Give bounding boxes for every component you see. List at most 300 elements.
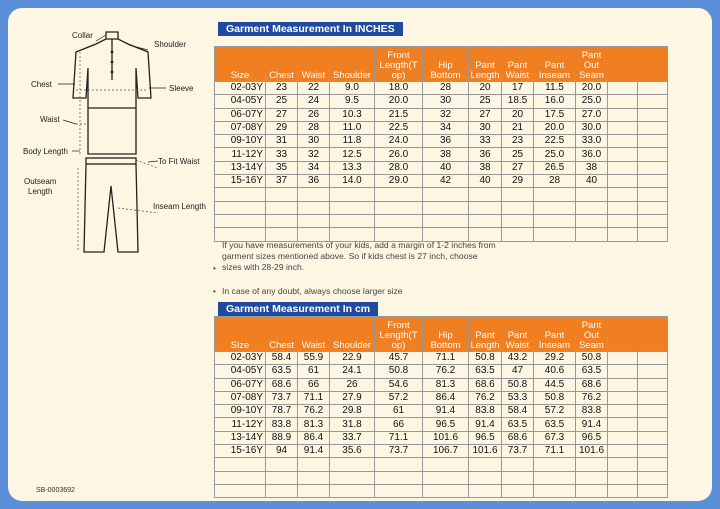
table-cell-empty <box>576 484 608 497</box>
table-cell-empty <box>638 445 668 458</box>
label-chest: Chest <box>31 80 52 89</box>
table-cell: 33.0 <box>576 135 608 148</box>
table-cell: 32 <box>298 148 330 161</box>
table-cell: 61 <box>375 405 423 418</box>
header-cell: Pant Inseam <box>534 317 576 352</box>
table-cell: 71.1 <box>375 431 423 444</box>
table-cell: 22 <box>298 82 330 95</box>
table-cell: 22.5 <box>375 121 423 134</box>
header-row <box>215 317 668 352</box>
table-cell: 24.1 <box>330 365 375 378</box>
table-cell: 50.8 <box>469 352 502 365</box>
table-cell-empty <box>608 365 638 378</box>
table-cell: 58.4 <box>502 405 534 418</box>
table-cell: 36 <box>298 175 330 188</box>
table-row <box>215 405 668 418</box>
table-cell-empty <box>608 431 638 444</box>
table-cell: 96.5 <box>576 431 608 444</box>
header-cell-empty <box>638 47 668 82</box>
table-cell: 42 <box>423 175 469 188</box>
table-cell: 25 <box>502 148 534 161</box>
header-cell: Hip Bottom <box>423 317 469 352</box>
table-row <box>215 445 668 458</box>
table-cell: 76.2 <box>298 405 330 418</box>
table-cell-empty <box>330 214 375 227</box>
table-cell: 13-14Y <box>215 161 266 174</box>
table-cell: 40.6 <box>534 365 576 378</box>
table-cell: 33 <box>469 135 502 148</box>
table-cell: 50.8 <box>375 365 423 378</box>
table-cell-empty <box>608 188 638 201</box>
table-cell: 30 <box>423 95 469 108</box>
header-cell: Waist <box>298 47 330 82</box>
garment-diagram <box>8 8 223 278</box>
table-cell-empty <box>638 148 668 161</box>
table-cell: 38 <box>469 161 502 174</box>
table-cell-empty <box>215 484 266 497</box>
header-cell: Front Length(T op) <box>375 317 423 352</box>
table-cell: 88.9 <box>266 431 298 444</box>
table-cell-empty <box>638 352 668 365</box>
header-cell: Pant Length <box>469 47 502 82</box>
table-cell-empty <box>608 108 638 121</box>
table-cell: 04-05Y <box>215 95 266 108</box>
header-cell: Front Length(T op) <box>375 47 423 82</box>
header-cell: Pant Inseam <box>534 47 576 82</box>
table-cell-empty <box>534 228 576 241</box>
table-cell-empty <box>298 484 330 497</box>
table-cell-empty <box>375 201 423 214</box>
table-cell: 53.3 <box>502 391 534 404</box>
table-cell-empty <box>534 214 576 227</box>
table-cell: 21.5 <box>375 108 423 121</box>
header-cell-empty <box>638 317 668 352</box>
table-cell: 11.5 <box>534 82 576 95</box>
table-cell: 9.5 <box>330 95 375 108</box>
label-length: Length <box>28 187 53 196</box>
table-cell: 16.0 <box>534 95 576 108</box>
table-cell-empty <box>608 121 638 134</box>
table-cell: 11-12Y <box>215 148 266 161</box>
table-cell-empty <box>469 214 502 227</box>
table-cell-empty <box>608 228 638 241</box>
table-cell: 73.7 <box>502 445 534 458</box>
table-cell: 11-12Y <box>215 418 266 431</box>
table-cell-empty <box>330 484 375 497</box>
label-waist: Waist <box>40 115 60 124</box>
header-cell: Pant Out Seam <box>576 317 608 352</box>
table-cell-empty <box>608 214 638 227</box>
table-cell: 25.0 <box>534 148 576 161</box>
table-cell-empty <box>576 188 608 201</box>
table-cell: 20.0 <box>375 95 423 108</box>
table-row <box>215 175 668 188</box>
table-cell: 22.5 <box>534 135 576 148</box>
label-outseam: Outseam <box>24 177 57 186</box>
table-row <box>215 352 668 365</box>
table-cell: 18.5 <box>502 95 534 108</box>
table-cell: 28.0 <box>375 161 423 174</box>
table-cell: 45.7 <box>375 352 423 365</box>
table-cell: 78.7 <box>266 405 298 418</box>
table-cell-empty <box>298 458 330 471</box>
table-row <box>215 121 668 134</box>
label-inseam-length: Inseam Length <box>153 202 206 211</box>
table-cell-empty <box>608 352 638 365</box>
table-cell-empty <box>608 405 638 418</box>
doubt-note-bullet: • <box>213 287 216 296</box>
table-cell-empty <box>215 458 266 471</box>
header-cell-empty <box>608 317 638 352</box>
table-cell: 29.0 <box>375 175 423 188</box>
header-cell: Pant Waist <box>502 317 534 352</box>
table-cell: 29.8 <box>330 405 375 418</box>
table-cell: 83.8 <box>576 405 608 418</box>
table-cell-empty <box>423 188 469 201</box>
table-cell: 23 <box>502 135 534 148</box>
table-cell: 26.0 <box>375 148 423 161</box>
table-cell: 101.6 <box>423 431 469 444</box>
table-cell-empty <box>375 484 423 497</box>
header-cell: Pant Length <box>469 317 502 352</box>
table-cell: 06-07Y <box>215 378 266 391</box>
table-cell: 36 <box>469 148 502 161</box>
table-cell-empty <box>638 378 668 391</box>
table-cell: 68.6 <box>469 378 502 391</box>
table-cell-empty <box>638 121 668 134</box>
table-cell: 22.9 <box>330 352 375 365</box>
table-cell-empty <box>266 484 298 497</box>
table-cell: 63.5 <box>502 418 534 431</box>
label-sleeve: Sleeve <box>169 84 194 93</box>
table-cell: 07-08Y <box>215 391 266 404</box>
table-cell: 29.2 <box>534 352 576 365</box>
table-cell: 37 <box>266 175 298 188</box>
table-cell: 71.1 <box>534 445 576 458</box>
table-cell: 25 <box>266 95 298 108</box>
empty-row <box>215 201 668 214</box>
table-cell: 20.0 <box>534 121 576 134</box>
table-row <box>215 391 668 404</box>
margin-note: If you have measurements of your kids, add a margin of 1-2 inches from garment sizes mentioned above. So if kids chest is 27 inch, choose sizes with 28-29 inch. <box>222 240 496 272</box>
table-cell-empty <box>608 135 638 148</box>
header-cell: Chest <box>266 317 298 352</box>
table-cell: 68.6 <box>502 431 534 444</box>
table-cell-empty <box>608 458 638 471</box>
table-cell-empty <box>638 228 668 241</box>
table-cell-empty <box>576 471 608 484</box>
table-cell-empty <box>638 135 668 148</box>
table-cell: 34 <box>298 161 330 174</box>
table-cell-empty <box>298 201 330 214</box>
table-cell: 38 <box>576 161 608 174</box>
table-cell: 25 <box>469 95 502 108</box>
table-cell-empty <box>298 188 330 201</box>
inches-table-title: Garment Measurement In INCHES <box>218 22 403 36</box>
table-cell: 29 <box>266 121 298 134</box>
table-cell: 71.1 <box>423 352 469 365</box>
table-cell: 18.0 <box>375 82 423 95</box>
table-cell: 66 <box>375 418 423 431</box>
table-cell: 07-08Y <box>215 121 266 134</box>
table-cell-empty <box>266 458 298 471</box>
table-cell-empty <box>502 188 534 201</box>
table-cell: 76.2 <box>469 391 502 404</box>
table-cell-empty <box>608 484 638 497</box>
label-collar: Collar <box>72 31 93 40</box>
header-cell: Hip Bottom <box>423 47 469 82</box>
table-cell: 33.7 <box>330 431 375 444</box>
table-cell: 91.4 <box>576 418 608 431</box>
table-cell: 54.6 <box>375 378 423 391</box>
table-cell: 09-10Y <box>215 405 266 418</box>
table-cell-empty <box>215 214 266 227</box>
table-cell: 11.8 <box>330 135 375 148</box>
label-to-fit-waist: To Fit Waist <box>158 157 200 166</box>
table-cell-empty <box>266 188 298 201</box>
header-cell: Size <box>215 317 266 352</box>
table-cell: 83.8 <box>469 405 502 418</box>
table-cell: 9.0 <box>330 82 375 95</box>
table-cell-empty <box>423 214 469 227</box>
table-cell: 43.2 <box>502 352 534 365</box>
table-cell: 06-07Y <box>215 108 266 121</box>
header-cell: Shoulder <box>330 317 375 352</box>
header-cell: Shoulder <box>330 47 375 82</box>
table-cell-empty <box>298 214 330 227</box>
table-cell-empty <box>638 201 668 214</box>
table-cell: 17 <box>502 82 534 95</box>
table-cell: 24 <box>298 95 330 108</box>
table-cell-empty <box>423 471 469 484</box>
table-cell-empty <box>502 201 534 214</box>
table-cell: 10.3 <box>330 108 375 121</box>
table-cell-empty <box>608 201 638 214</box>
table-cell: 15-16Y <box>215 175 266 188</box>
cm-table <box>214 316 668 498</box>
table-cell-empty <box>469 188 502 201</box>
empty-row <box>215 188 668 201</box>
header-cell: Waist <box>298 317 330 352</box>
table-cell: 96.5 <box>469 431 502 444</box>
table-cell-empty <box>215 201 266 214</box>
empty-row <box>215 484 668 497</box>
table-cell: 106.7 <box>423 445 469 458</box>
table-cell: 26 <box>330 378 375 391</box>
table-cell: 23 <box>266 82 298 95</box>
table-cell: 91.4 <box>298 445 330 458</box>
header-cell: Pant Waist <box>502 47 534 82</box>
header-row <box>215 47 668 82</box>
table-cell-empty <box>534 188 576 201</box>
table-cell: 20 <box>469 82 502 95</box>
table-cell: 09-10Y <box>215 135 266 148</box>
table-cell: 30 <box>298 135 330 148</box>
table-row <box>215 82 668 95</box>
table-cell: 25.0 <box>576 95 608 108</box>
table-cell: 73.7 <box>375 445 423 458</box>
table-cell: 14.0 <box>330 175 375 188</box>
table-cell-empty <box>608 95 638 108</box>
table-cell-empty <box>266 214 298 227</box>
table-cell-empty <box>215 188 266 201</box>
table-cell-empty <box>608 161 638 174</box>
table-cell-empty <box>608 148 638 161</box>
table-cell: 31.8 <box>330 418 375 431</box>
table-cell: 91.4 <box>423 405 469 418</box>
empty-row <box>215 458 668 471</box>
table-cell: 50.8 <box>576 352 608 365</box>
table-cell-empty <box>375 214 423 227</box>
table-cell: 33 <box>266 148 298 161</box>
table-cell-empty <box>330 458 375 471</box>
table-cell: 13.3 <box>330 161 375 174</box>
table-cell-empty <box>638 458 668 471</box>
table-cell: 36.0 <box>576 148 608 161</box>
table-cell: 76.2 <box>576 391 608 404</box>
table-cell: 04-05Y <box>215 365 266 378</box>
table-cell: 11.0 <box>330 121 375 134</box>
table-cell-empty <box>576 214 608 227</box>
inches-table <box>214 46 668 242</box>
table-cell: 50.8 <box>502 378 534 391</box>
table-cell-empty <box>638 95 668 108</box>
table-cell-empty <box>534 201 576 214</box>
table-cell-empty <box>638 82 668 95</box>
table-cell: 30.0 <box>576 121 608 134</box>
table-cell: 83.8 <box>266 418 298 431</box>
table-cell: 58.4 <box>266 352 298 365</box>
table-cell: 76.2 <box>423 365 469 378</box>
table-cell-empty <box>502 458 534 471</box>
table-cell: 24.0 <box>375 135 423 148</box>
table-cell-empty <box>502 228 534 241</box>
table-cell: 40 <box>423 161 469 174</box>
table-cell: 63.5 <box>266 365 298 378</box>
table-cell: 94 <box>266 445 298 458</box>
table-cell-empty <box>608 391 638 404</box>
table-cell: 20 <box>502 108 534 121</box>
table-cell: 47 <box>502 365 534 378</box>
table-cell-empty <box>469 471 502 484</box>
table-cell: 55.9 <box>298 352 330 365</box>
table-cell-empty <box>576 201 608 214</box>
table-cell: 27 <box>502 161 534 174</box>
table-row <box>215 135 668 148</box>
table-cell: 30 <box>469 121 502 134</box>
table-cell-empty <box>608 175 638 188</box>
table-cell: 57.2 <box>375 391 423 404</box>
table-cell: 15-16Y <box>215 445 266 458</box>
table-cell-empty <box>638 161 668 174</box>
header-cell: Chest <box>266 47 298 82</box>
table-row <box>215 108 668 121</box>
table-cell-empty <box>608 82 638 95</box>
table-cell-empty <box>330 201 375 214</box>
table-cell: 31 <box>266 135 298 148</box>
table-cell-empty <box>423 201 469 214</box>
table-cell: 02-03Y <box>215 82 266 95</box>
table-cell-empty <box>469 458 502 471</box>
table-cell: 34 <box>423 121 469 134</box>
table-cell: 81.3 <box>298 418 330 431</box>
table-cell-empty <box>576 228 608 241</box>
table-cell: 63.5 <box>576 365 608 378</box>
table-cell-empty <box>638 431 668 444</box>
table-cell-empty <box>638 418 668 431</box>
table-row <box>215 431 668 444</box>
cm-table-title: Garment Measurement In cm <box>218 302 378 316</box>
product-code: SB-0003692 <box>36 487 75 494</box>
table-cell: 17.5 <box>534 108 576 121</box>
table-cell: 27 <box>469 108 502 121</box>
table-cell: 81.3 <box>423 378 469 391</box>
table-cell-empty <box>534 458 576 471</box>
table-cell: 73.7 <box>266 391 298 404</box>
table-row <box>215 148 668 161</box>
table-cell-empty <box>375 458 423 471</box>
table-cell-empty <box>534 471 576 484</box>
table-cell: 27.9 <box>330 391 375 404</box>
table-cell-empty <box>469 201 502 214</box>
table-cell: 86.4 <box>423 391 469 404</box>
table-cell: 96.5 <box>423 418 469 431</box>
table-cell: 71.1 <box>298 391 330 404</box>
table-cell-empty <box>330 471 375 484</box>
table-cell: 20.0 <box>576 82 608 95</box>
size-chart-card <box>8 8 712 501</box>
doubt-note: In case of any doubt, always choose larger size <box>222 286 403 296</box>
table-cell: 63.5 <box>534 418 576 431</box>
table-cell: 67.3 <box>534 431 576 444</box>
table-cell-empty <box>423 458 469 471</box>
header-cell: Size <box>215 47 266 82</box>
table-row <box>215 418 668 431</box>
label-outseam-length <box>24 177 57 196</box>
table-cell: 91.4 <box>469 418 502 431</box>
table-cell-empty <box>638 471 668 484</box>
table-cell-empty <box>375 188 423 201</box>
table-cell: 35.6 <box>330 445 375 458</box>
header-cell-empty <box>608 47 638 82</box>
table-cell: 101.6 <box>469 445 502 458</box>
table-cell: 57.2 <box>534 405 576 418</box>
table-cell-empty <box>576 458 608 471</box>
table-cell: 32 <box>423 108 469 121</box>
table-cell-empty <box>534 484 576 497</box>
table-cell: 28 <box>534 175 576 188</box>
table-cell-empty <box>608 471 638 484</box>
table-cell: 29 <box>502 175 534 188</box>
table-cell-empty <box>298 471 330 484</box>
header-cell: Pant Out Seam <box>576 47 608 82</box>
table-cell: 44.5 <box>534 378 576 391</box>
table-row <box>215 365 668 378</box>
table-cell: 27 <box>266 108 298 121</box>
table-cell-empty <box>502 471 534 484</box>
empty-row <box>215 214 668 227</box>
table-cell-empty <box>215 471 266 484</box>
kurta-outline <box>73 32 151 154</box>
label-shoulder: Shoulder <box>154 40 187 49</box>
table-row <box>215 95 668 108</box>
table-row <box>215 161 668 174</box>
table-cell-empty <box>638 405 668 418</box>
table-cell-empty <box>423 484 469 497</box>
table-cell: 40 <box>576 175 608 188</box>
table-cell: 12.5 <box>330 148 375 161</box>
table-cell: 36 <box>423 135 469 148</box>
